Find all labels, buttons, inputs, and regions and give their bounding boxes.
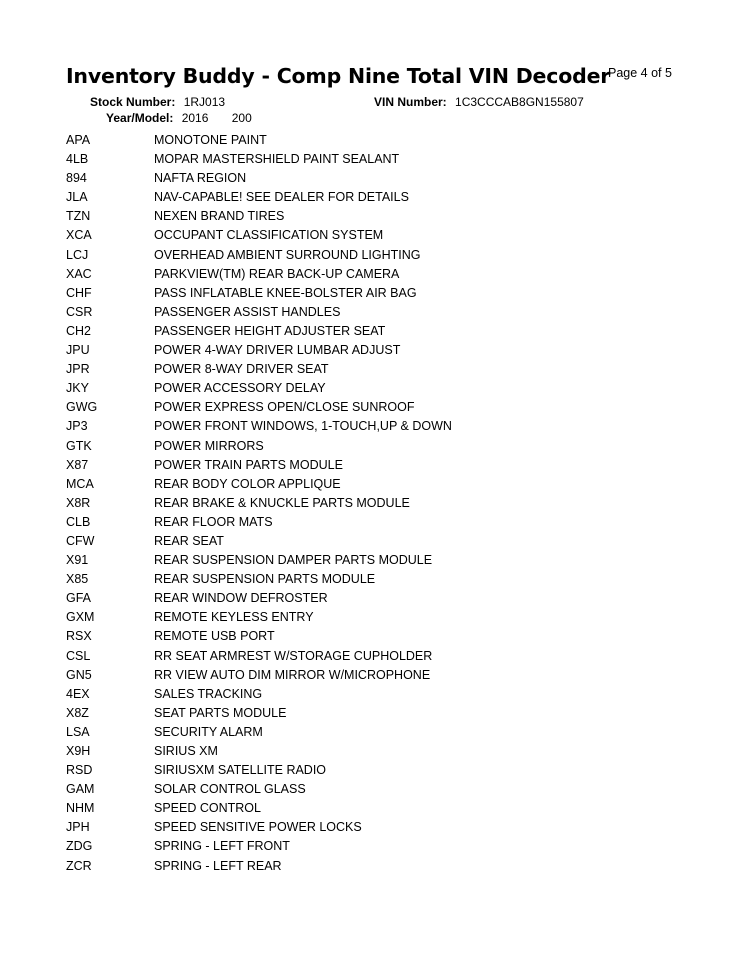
option-description: MONOTONE PAINT	[154, 133, 267, 147]
vin-number-value: 1C3CCCAB8GN155807	[455, 95, 584, 109]
option-row	[66, 818, 706, 837]
report-title: Inventory Buddy - Comp Nine Total VIN Decoder	[66, 64, 611, 88]
option-code: CSL	[66, 648, 91, 663]
option-description: SPRING - LEFT REAR	[154, 858, 282, 873]
option-code: X9H	[66, 744, 91, 758]
option-row	[66, 475, 706, 494]
option-row	[66, 837, 706, 856]
option-description: SIRIUS XM	[154, 744, 218, 758]
option-description: POWER EXPRESS OPEN/CLOSE SUNROOF	[154, 400, 415, 415]
option-row	[66, 341, 706, 360]
option-row	[66, 303, 706, 322]
model-value: 200	[231, 111, 252, 125]
option-description: POWER TRAIN PARTS MODULE	[154, 457, 343, 472]
option-code: 4LB	[66, 152, 89, 167]
option-row	[66, 723, 706, 742]
option-row	[66, 494, 706, 513]
option-description: POWER 8-WAY DRIVER SEAT	[154, 362, 329, 377]
option-code: RSX	[66, 629, 92, 644]
option-description: RR SEAT ARMREST W/STORAGE CUPHOLDER	[154, 648, 433, 663]
option-code: ZDG	[66, 839, 93, 854]
option-code: CH2	[66, 323, 92, 338]
option-description: POWER ACCESSORY DELAY	[154, 381, 326, 396]
option-row	[66, 188, 706, 207]
option-code: GWG	[66, 400, 98, 415]
option-code: GTK	[66, 438, 92, 453]
option-code: XAC	[66, 266, 92, 281]
option-description: REAR SUSPENSION DAMPER PARTS MODULE	[154, 553, 433, 568]
option-row	[66, 799, 706, 818]
option-description: SPEED SENSITIVE POWER LOCKS	[154, 820, 362, 835]
option-code: X87	[66, 457, 89, 472]
option-code: X91	[66, 553, 89, 568]
option-description: SECURITY ALARM	[154, 724, 263, 739]
option-code: TZN	[66, 209, 91, 224]
option-description: REAR SEAT	[154, 533, 224, 548]
option-row	[66, 532, 706, 551]
option-code: GN5	[66, 667, 92, 682]
option-description: PASSENGER ASSIST HANDLES	[154, 304, 341, 319]
option-code: CFW	[66, 533, 95, 548]
option-row	[66, 131, 706, 150]
option-row	[66, 169, 706, 188]
option-row	[66, 685, 706, 704]
option-description: POWER 4-WAY DRIVER LUMBAR ADJUST	[154, 343, 401, 358]
option-description: SPEED CONTROL	[154, 801, 261, 816]
vin-number-label: VIN Number:	[374, 95, 447, 109]
option-row	[66, 456, 706, 475]
option-code: JPR	[66, 362, 90, 377]
page-number: Page 4 of 5	[608, 66, 672, 80]
option-row	[66, 761, 706, 780]
year-value: 2016	[181, 111, 209, 125]
option-description: SEAT PARTS MODULE	[154, 705, 287, 720]
option-row	[66, 226, 706, 245]
option-code: NHM	[66, 801, 95, 816]
option-code: APA	[66, 133, 91, 147]
option-code: CHF	[66, 285, 92, 300]
option-code: X8R	[66, 495, 91, 510]
option-row	[66, 360, 706, 379]
option-description: PASS INFLATABLE KNEE-BOLSTER AIR BAG	[154, 285, 417, 300]
option-description: RR VIEW AUTO DIM MIRROR W/MICROPHONE	[154, 667, 431, 682]
option-code-list	[66, 131, 706, 876]
option-description: OVERHEAD AMBIENT SURROUND LIGHTING	[154, 247, 421, 262]
option-description: SIRIUSXM SATELLITE RADIO	[154, 763, 327, 778]
option-description: NEXEN BRAND TIRES	[154, 209, 285, 224]
option-code: MCA	[66, 476, 94, 491]
option-row	[66, 207, 706, 226]
option-description: OCCUPANT CLASSIFICATION SYSTEM	[154, 228, 384, 243]
option-description: REAR WINDOW DEFROSTER	[154, 591, 328, 606]
option-code: LSA	[66, 724, 90, 739]
option-code: GFA	[66, 591, 92, 606]
option-row	[66, 265, 706, 284]
option-description: PARKVIEW(TM) REAR BACK-UP CAMERA	[154, 266, 400, 281]
option-row	[66, 150, 706, 169]
option-code: JPU	[66, 343, 90, 358]
option-code: JPH	[66, 820, 90, 835]
option-code: XCA	[66, 228, 92, 243]
option-description: PASSENGER HEIGHT ADJUSTER SEAT	[154, 323, 386, 338]
option-description: REAR BODY COLOR APPLIQUE	[154, 476, 341, 491]
option-row	[66, 417, 706, 436]
option-description: REAR BRAKE & KNUCKLE PARTS MODULE	[154, 495, 410, 510]
option-description: POWER MIRRORS	[154, 438, 264, 453]
option-description: REMOTE KEYLESS ENTRY	[154, 610, 314, 625]
option-row	[66, 398, 706, 417]
option-row	[66, 570, 706, 589]
option-description: SALES TRACKING	[154, 686, 263, 701]
option-row	[66, 780, 706, 799]
option-row	[66, 608, 706, 627]
option-code: 4EX	[66, 686, 90, 701]
year-model-label: Year/Model:	[106, 111, 174, 125]
year-model-field	[106, 111, 252, 125]
option-code: X8Z	[66, 705, 89, 720]
option-row	[66, 322, 706, 341]
option-row	[66, 589, 706, 608]
option-description: REAR FLOOR MATS	[154, 514, 273, 529]
option-code: GAM	[66, 782, 95, 797]
option-row	[66, 246, 706, 265]
stock-number-field	[90, 95, 225, 109]
option-row	[66, 284, 706, 303]
option-code: JKY	[66, 381, 89, 396]
option-code: LCJ	[66, 247, 89, 262]
option-code: JLA	[66, 190, 88, 205]
option-description: NAV-CAPABLE! SEE DEALER FOR DETAILS	[154, 190, 409, 205]
stock-number-value: 1RJ013	[183, 95, 226, 109]
option-row	[66, 627, 706, 646]
option-row	[66, 666, 706, 685]
option-row	[66, 551, 706, 570]
option-description: POWER FRONT WINDOWS, 1-TOUCH,UP & DOWN	[154, 419, 452, 434]
option-row	[66, 437, 706, 456]
vin-number-field	[374, 95, 584, 109]
option-code: RSD	[66, 763, 93, 778]
option-description: REAR SUSPENSION PARTS MODULE	[154, 572, 376, 587]
option-code: ZCR	[66, 858, 92, 873]
option-description: MOPAR MASTERSHIELD PAINT SEALANT	[154, 152, 400, 167]
option-row	[66, 379, 706, 398]
option-row	[66, 647, 706, 666]
option-row	[66, 742, 706, 761]
option-description: SOLAR CONTROL GLASS	[154, 782, 306, 797]
option-code: CSR	[66, 304, 93, 319]
option-code: GXM	[66, 610, 95, 625]
option-code: X85	[66, 572, 89, 587]
option-description: NAFTA REGION	[154, 171, 247, 186]
option-description: SPRING - LEFT FRONT	[154, 839, 290, 854]
stock-number-label: Stock Number:	[90, 95, 176, 109]
option-row	[66, 513, 706, 532]
option-row	[66, 857, 706, 876]
option-code: JP3	[66, 419, 88, 434]
option-description: REMOTE USB PORT	[154, 629, 275, 644]
option-row	[66, 704, 706, 723]
option-code: CLB	[66, 514, 91, 529]
option-code: 894	[66, 171, 87, 186]
